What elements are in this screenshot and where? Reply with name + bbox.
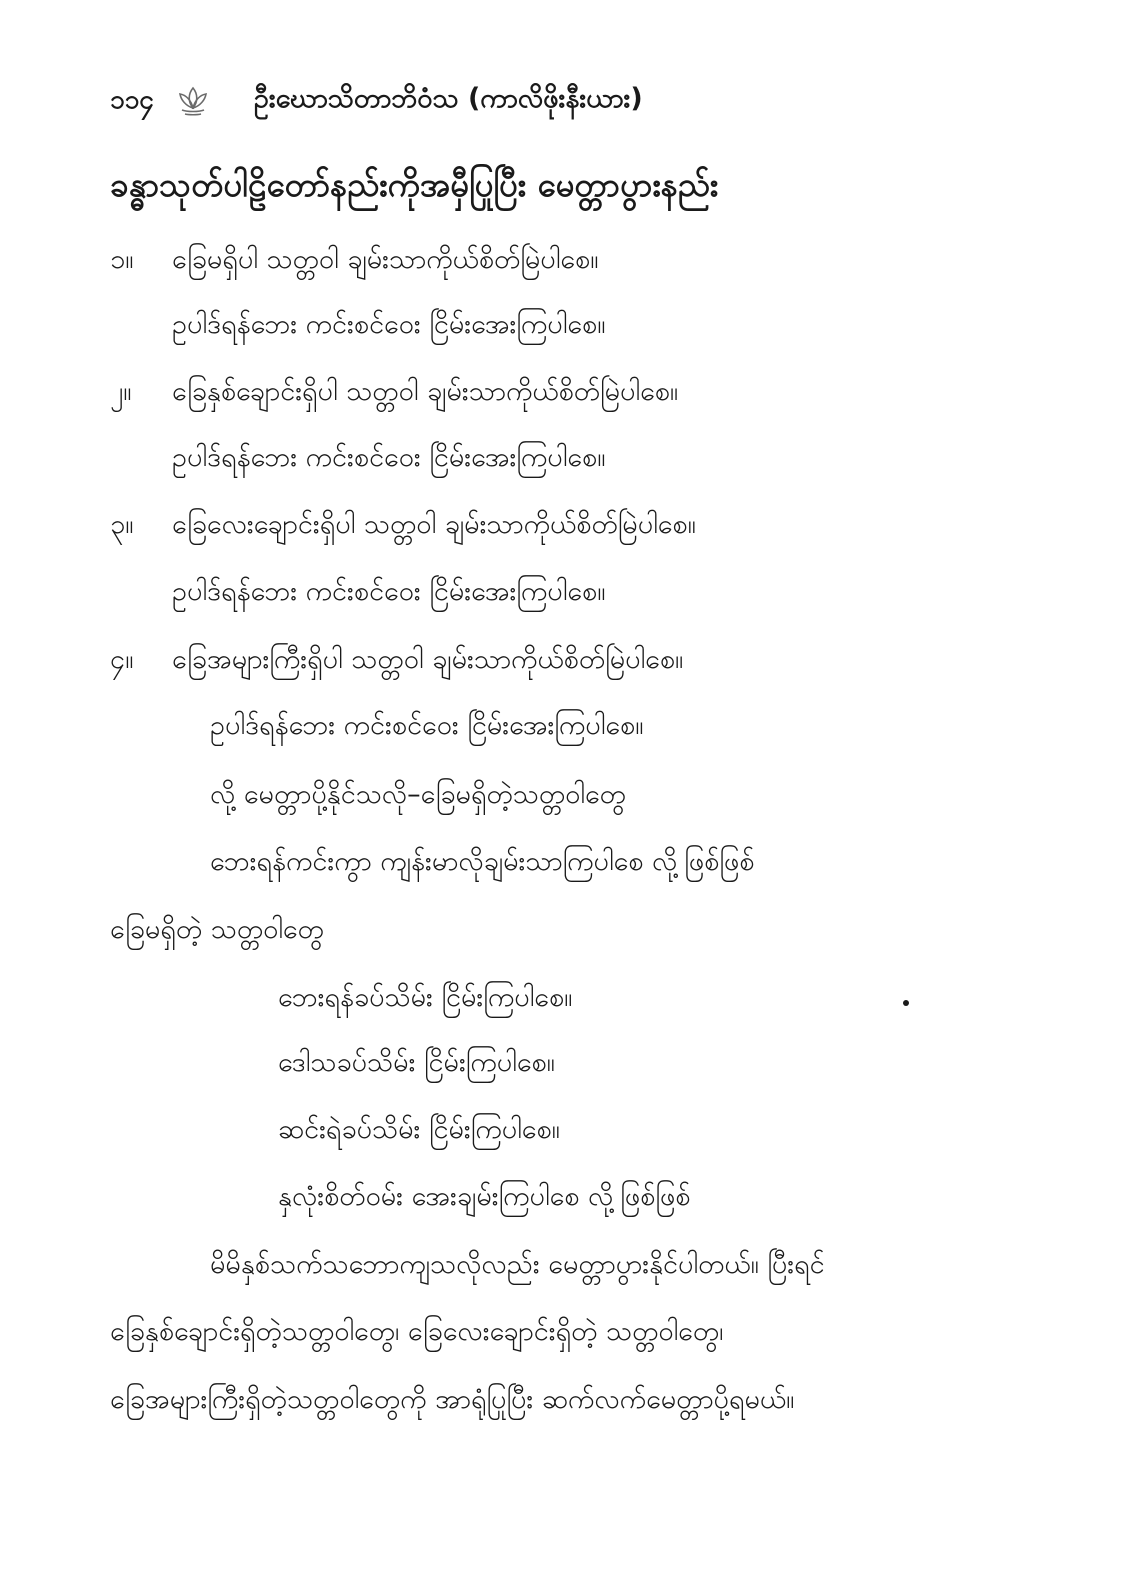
section-title: ခန္ဓာသုတ်ပါဠိတော်နည်းကိုအမှီပြုပြီး မေတ္တာပွားနည်း bbox=[110, 165, 719, 204]
wish-line: ဘေးရန်ခပ်သိမ်း ငြိမ်းကြပါစေ။ bbox=[278, 982, 573, 1013]
verse-number: ၃။ bbox=[110, 509, 134, 540]
wish-line: နှလုံးစိတ်ဝမ်း အေးချမ်းကြပါစေ လို့ဖြစ်ဖြစ် bbox=[278, 1181, 691, 1212]
verse-number: ၂။ bbox=[110, 376, 132, 407]
page-number: ၁၁၄ bbox=[110, 84, 154, 115]
verse-line: ဥပါဒ်ရန်ဘေး ကင်းစင်ဝေး ငြိမ်းအေးကြပါစေ။ bbox=[172, 442, 606, 473]
verse-line: ခြေမရှိပါ သတ္တဝါ ချမ်းသာကိုယ်စိတ်မြဲပါစေ။ bbox=[172, 244, 599, 275]
verse-number: ၁။ bbox=[110, 244, 134, 275]
verse-line: ခြေလေးချောင်းရှိပါ သတ္တဝါ ချမ်းသာကိုယ်စိတ်မြဲပါစေ။ bbox=[172, 509, 696, 540]
page-header bbox=[110, 78, 643, 124]
verse-line: ဥပါဒ်ရန်ဘေး ကင်းစင်ဝေး ငြိမ်းအေးကြပါစေ။ bbox=[210, 710, 644, 741]
prose-line: ဘေးရန်ကင်းကွာ ကျန်းမာလိုချမ်းသာကြပါစေ လို့ဖြစ်ဖြစ် bbox=[210, 846, 755, 877]
wish-line: ဆင်းရဲခပ်သိမ်း ငြိမ်းကြပါစေ။ bbox=[278, 1114, 560, 1145]
prose-line: ခြေမရှိတဲ့ သတ္တဝါတွေ bbox=[110, 914, 324, 945]
lotus-flower-icon bbox=[176, 84, 210, 118]
verse-line: ဥပါဒ်ရန်ဘေး ကင်းစင်ဝေး ငြိမ်းအေးကြပါစေ။ bbox=[172, 309, 606, 340]
closing-line: ခြေနှစ်ချောင်းရှိတဲ့သတ္တဝါတွေ၊ ခြေလေးချောင်းရှိတဲ့ သတ္တဝါတွေ၊ bbox=[110, 1316, 724, 1347]
verse-line: ခြေအများကြီးရှိပါ သတ္တဝါ ချမ်းသာကိုယ်စိတ်မြဲပါစေ။ bbox=[172, 644, 684, 675]
closing-line: ခြေအများကြီးရှိတဲ့သတ္တဝါတွေကို အာရုံပြုပြီး ဆက်လက်မေတ္တာပို့ရမယ်။ bbox=[110, 1384, 795, 1415]
running-title: ဦးဃောသိတာဘိဝံသ (ကာလိဖိုးနီးယား) bbox=[253, 83, 643, 114]
wish-line: ဒေါသခပ်သိမ်း ငြိမ်းကြပါစေ။ bbox=[278, 1047, 555, 1078]
prose-line: လို့ မေတ္တာပို့နိုင်သလို–ခြေမရှိတဲ့သတ္တဝါတွေ bbox=[210, 779, 626, 810]
verse-line: ဥပါဒ်ရန်ဘေး ကင်းစင်ဝေး ငြိမ်းအေးကြပါစေ။ bbox=[172, 576, 606, 607]
closing-line: မိမိနှစ်သက်သဘောကျသလိုလည်း မေတ္တာပွားနိုင်ပါတယ်။ ပြီးရင် bbox=[210, 1249, 825, 1280]
verse-number: ၄။ bbox=[110, 644, 134, 675]
verse-line: ခြေနှစ်ချောင်းရှိပါ သတ္တဝါ ချမ်းသာကိုယ်စိတ်မြဲပါစေ။ bbox=[172, 376, 679, 407]
stray-dot bbox=[903, 1000, 909, 1006]
